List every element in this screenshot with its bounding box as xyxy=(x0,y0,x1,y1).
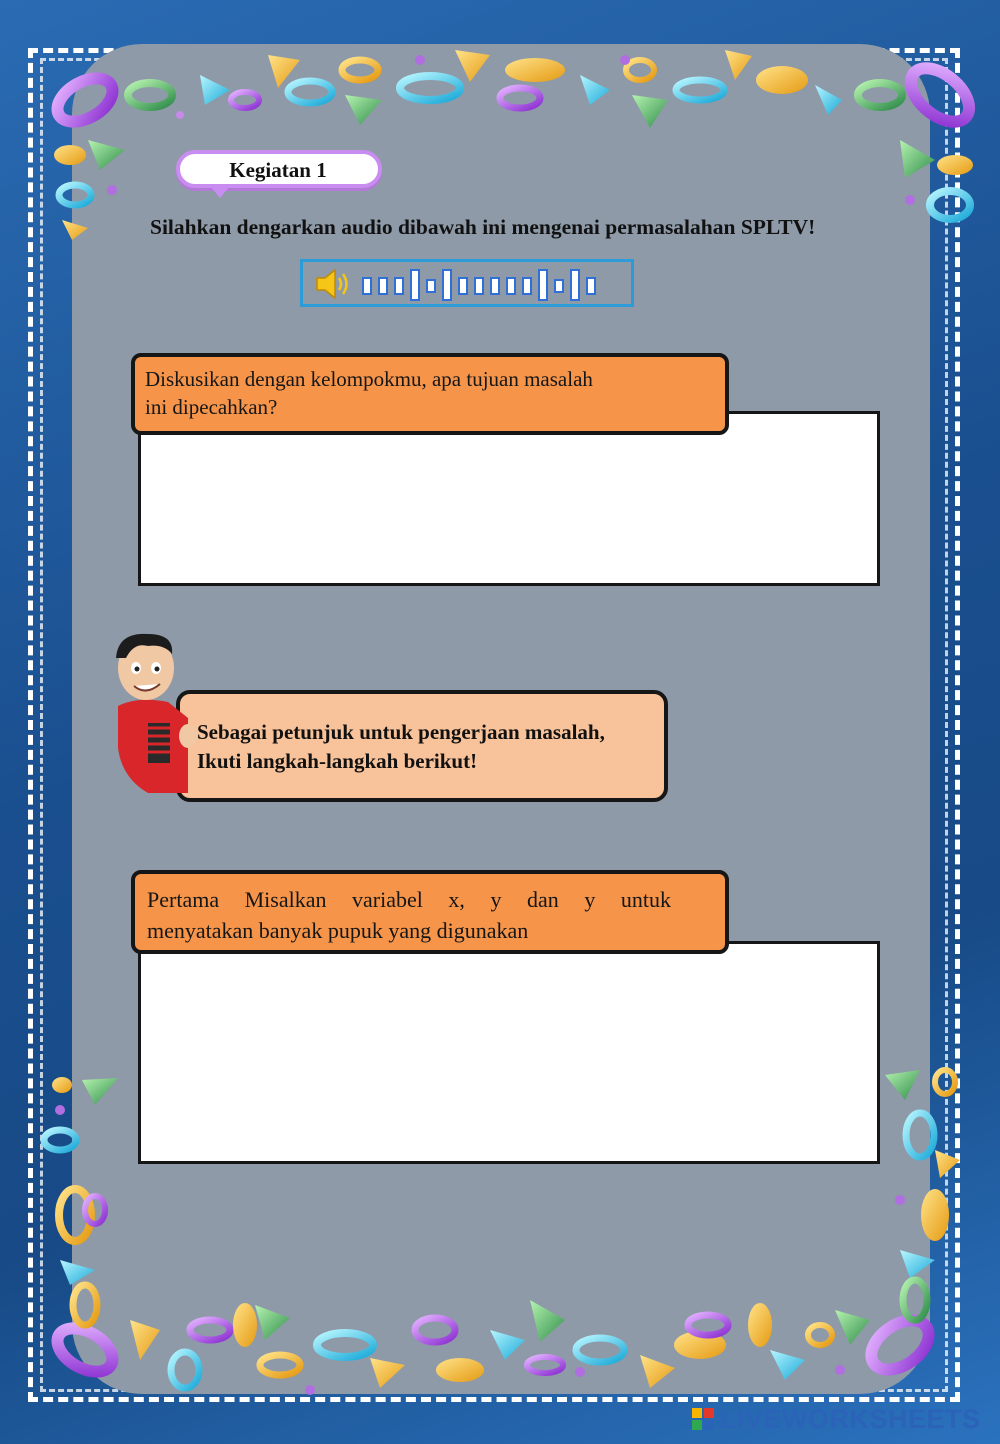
answer-box-2[interactable] xyxy=(138,941,880,1164)
question-1-line1: Diskusikan dengan kelompokmu, apa tujuan masalah xyxy=(145,367,593,391)
activity-tag-label: Kegiatan 1 xyxy=(229,158,327,182)
hint-line2: Ikuti langkah-langkah berikut! xyxy=(197,749,478,773)
instruction-text: Silahkan dengarkan audio dibawah ini mengenai permasalahan SPLTV! xyxy=(150,215,816,239)
speaker-icon[interactable] xyxy=(315,267,353,301)
question-2-line2: menyatakan banyak pupuk yang digunakan xyxy=(147,918,529,943)
hint-text xyxy=(197,718,677,776)
question-2-label xyxy=(131,870,729,954)
activity-tag xyxy=(176,150,382,188)
question-1-label xyxy=(131,353,729,435)
hint-line1: Sebagai petunjuk untuk pengerjaan masalah, xyxy=(197,720,605,744)
footer-brand[interactable]: LIVEWORKSHEETS xyxy=(720,1404,981,1434)
liveworksheets-logo-icon xyxy=(692,1408,716,1434)
question-1-line2: ini dipecahkan? xyxy=(145,395,278,419)
audio-player[interactable] xyxy=(300,259,634,307)
answer-box-1[interactable] xyxy=(138,411,880,586)
mascot-character xyxy=(108,628,208,798)
activity-tag-tail xyxy=(210,186,230,198)
audio-waveform xyxy=(361,268,631,302)
question-2-line1: Pertama Misalkan variabel x, y dan y untuk xyxy=(147,887,671,912)
